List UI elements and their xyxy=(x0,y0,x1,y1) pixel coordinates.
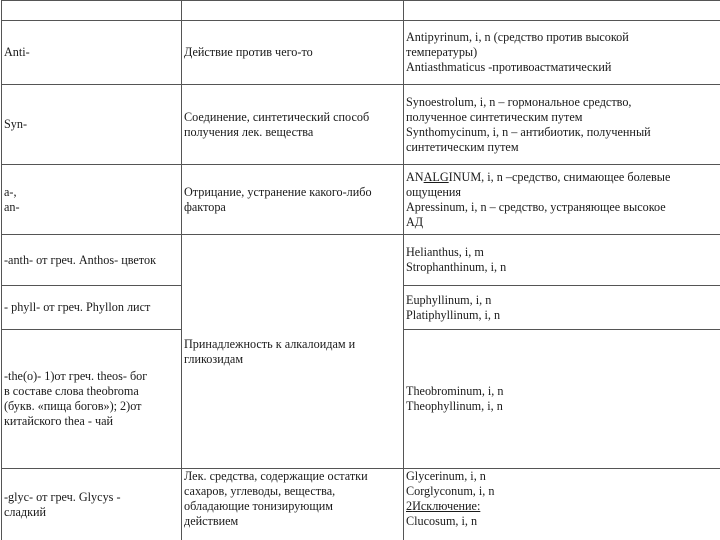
table-row xyxy=(2,235,720,286)
prefix-text: сладкий xyxy=(4,504,47,519)
example-text-rest: INUM, i, n –средство, снимающее болевые xyxy=(448,169,671,184)
exception-label xyxy=(406,499,720,514)
example-text: Theobrominum, i, n xyxy=(406,384,504,398)
example-text: Synoestrolum, i, n – гормональное средство, xyxy=(406,94,632,109)
examples-cell xyxy=(404,235,720,286)
prefix-cell xyxy=(2,286,182,330)
exception-number: 2 xyxy=(406,499,413,513)
prefix-text: в составе слова theobroma xyxy=(4,384,139,398)
example-text: Helianthus, i, m xyxy=(406,245,484,259)
prefix-cell xyxy=(2,21,182,85)
meaning-text: фактора xyxy=(184,199,226,214)
table-row xyxy=(2,21,720,85)
prefix-table xyxy=(1,0,720,540)
examples-cell xyxy=(404,330,720,469)
prefix-text: a-, xyxy=(4,184,17,199)
meaning-cell xyxy=(182,85,404,165)
prefix-text: an- xyxy=(4,199,20,214)
examples-cell xyxy=(404,165,720,235)
header-cell xyxy=(182,1,404,21)
example-text: Corglyconum, i, n xyxy=(406,484,495,498)
meaning-text: Принадлежность к алкалоидам и xyxy=(184,336,356,351)
meaning-text: Лек. средства, содержащие остатки xyxy=(184,469,368,483)
prefix-cell xyxy=(2,235,182,286)
header-cell xyxy=(404,1,720,21)
meaning-cell xyxy=(182,21,404,85)
examples-cell xyxy=(404,286,720,330)
meaning-text: Отрицание, устранение какого-либо xyxy=(184,184,372,199)
prefix-text: -glyc- от греч. Glycys - xyxy=(4,489,121,504)
example-text: синтетическим путем xyxy=(406,139,519,154)
merged-meaning-cell xyxy=(182,235,404,469)
meaning-text: гликозидам xyxy=(184,351,244,366)
underlined-fragment: ALG xyxy=(423,169,449,184)
examples-cell xyxy=(404,85,720,165)
example-text: Antiasthmaticus -противоастматический xyxy=(406,60,612,74)
prefix-text: Syn- xyxy=(4,117,28,131)
prefix-text: - phyll- от греч. Phyllon лист xyxy=(4,300,151,314)
example-text: Synthomycinum, i, n – антибиотик, полученный xyxy=(406,124,651,139)
meaning-text: действием xyxy=(184,514,239,528)
example-text: Apressinum, i, n – средство, устраняющее высокое xyxy=(406,199,666,214)
table-row xyxy=(2,85,720,165)
prefix-text: (букв. «пища богов»); 2)от xyxy=(4,399,142,413)
meaning-text: Соединение, синтетический способ xyxy=(184,109,370,124)
example-text: Euphyllinum, i, n xyxy=(406,292,492,307)
prefix-text: -anth- от греч. Anthos- цветок xyxy=(4,252,156,267)
table-header-row xyxy=(2,1,720,21)
exception-text: Исключение: xyxy=(412,499,481,513)
meaning-cell xyxy=(182,469,404,540)
table-row xyxy=(2,165,720,235)
prefix-cell xyxy=(2,165,182,235)
meaning-text: обладающие тонизирующим xyxy=(184,499,333,513)
prefix-text: китайского thea - чай xyxy=(4,414,114,428)
prefix-text: Anti- xyxy=(4,45,30,59)
meaning-text: сахаров, углеводы, вещества, xyxy=(184,484,336,498)
examples-cell xyxy=(404,469,720,540)
example-text: Strophanthinum, i, n xyxy=(406,260,507,274)
header-cell xyxy=(2,1,182,21)
example-text-start: AN xyxy=(406,169,424,184)
meaning-cell xyxy=(182,165,404,235)
meaning-text: Действие против чего-то xyxy=(184,45,313,59)
meaning-text: получения лек. вещества xyxy=(184,124,314,139)
example-text: температуры) xyxy=(406,45,478,59)
example-text: полученное синтетическим путем xyxy=(406,109,583,124)
example-text xyxy=(406,170,720,185)
prefix-cell xyxy=(2,330,182,469)
example-text: ощущения xyxy=(406,184,462,199)
example-text: Theophyllinum, i, n xyxy=(406,399,503,413)
table-row xyxy=(2,469,720,540)
example-text: Clucosum, i, n xyxy=(406,514,478,528)
prefix-text: -the(o)- 1)от греч. theos- бог xyxy=(4,369,148,383)
example-text: Antipyrinum, i, n (средство против высокой xyxy=(406,30,629,44)
example-text: АД xyxy=(406,214,424,229)
example-text: Glycerinum, i, n xyxy=(406,469,486,483)
example-text: Platiphyllinum, i, n xyxy=(406,307,501,322)
examples-cell xyxy=(404,21,720,85)
prefix-cell xyxy=(2,469,182,540)
prefix-cell xyxy=(2,85,182,165)
